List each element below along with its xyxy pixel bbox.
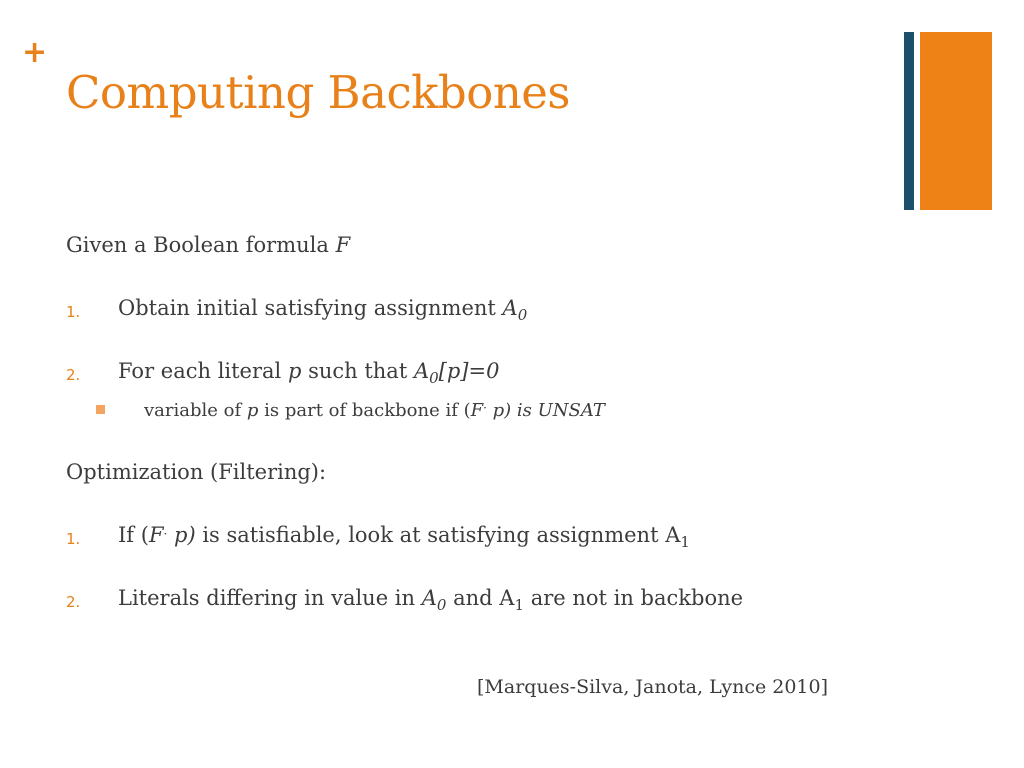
opt2-sub2: 1 (514, 596, 525, 614)
bullet-f: F (470, 400, 484, 421)
opt1-line (118, 523, 690, 551)
step2-text-b: such that (301, 359, 414, 383)
formula-f: F (335, 233, 351, 257)
intro-line (66, 233, 350, 257)
opt1-expr: F (148, 523, 164, 547)
step1-number: 1. (66, 303, 81, 321)
bullet-text-b: is part of backbone if ( (258, 400, 471, 421)
bullet-p: p (246, 400, 259, 421)
bullet-line (144, 400, 605, 421)
step1-text: Obtain initial satisfying assignment (118, 296, 503, 320)
opt2-text-c: are not in backbone (524, 586, 744, 610)
slide-title: Computing Backbones (66, 66, 571, 119)
bullet-dot: · (483, 401, 487, 415)
intro-text: Given a Boolean formula (66, 233, 336, 257)
opt2-text-b: and A (446, 586, 515, 610)
opt2-line (118, 586, 743, 614)
decor-bar-orange (920, 32, 992, 210)
opt-heading: Optimization (Filtering): (66, 460, 327, 484)
opt2-number: 2. (66, 593, 81, 611)
step2-line (118, 359, 499, 387)
bullet-icon (96, 405, 105, 414)
step1-line (118, 296, 527, 324)
step2-sub: 0 (429, 369, 439, 387)
step1-sub: 0 (517, 306, 528, 324)
opt1-text-a: If ( (118, 523, 149, 547)
opt1-text-b: is satisfiable, look at satisfying assignment A (195, 523, 681, 547)
citation: [Marques-Silva, Janota, Lynce 2010] (477, 676, 829, 698)
opt1-dot: · (163, 527, 168, 541)
opt1-number: 1. (66, 530, 81, 548)
opt2-sub: 0 (436, 596, 447, 614)
step2-p: p (287, 359, 302, 383)
step2-var: A (413, 359, 430, 383)
step1-var: A (502, 296, 518, 320)
opt1-expr2: p) (167, 523, 196, 547)
bullet-text-a: variable of (144, 400, 247, 421)
step2-text-a: For each literal (118, 359, 288, 383)
decor-bar-dark (904, 32, 914, 210)
opt2-text-a: Literals differing in value in (118, 586, 422, 610)
step2-number: 2. (66, 366, 81, 384)
opt2-var: A (421, 586, 437, 610)
opt1-sub: 1 (680, 533, 690, 551)
step2-cond: [p]=0 (438, 359, 500, 383)
bullet-tail: p) is UNSAT (486, 400, 605, 421)
plus-icon: + (22, 35, 48, 70)
